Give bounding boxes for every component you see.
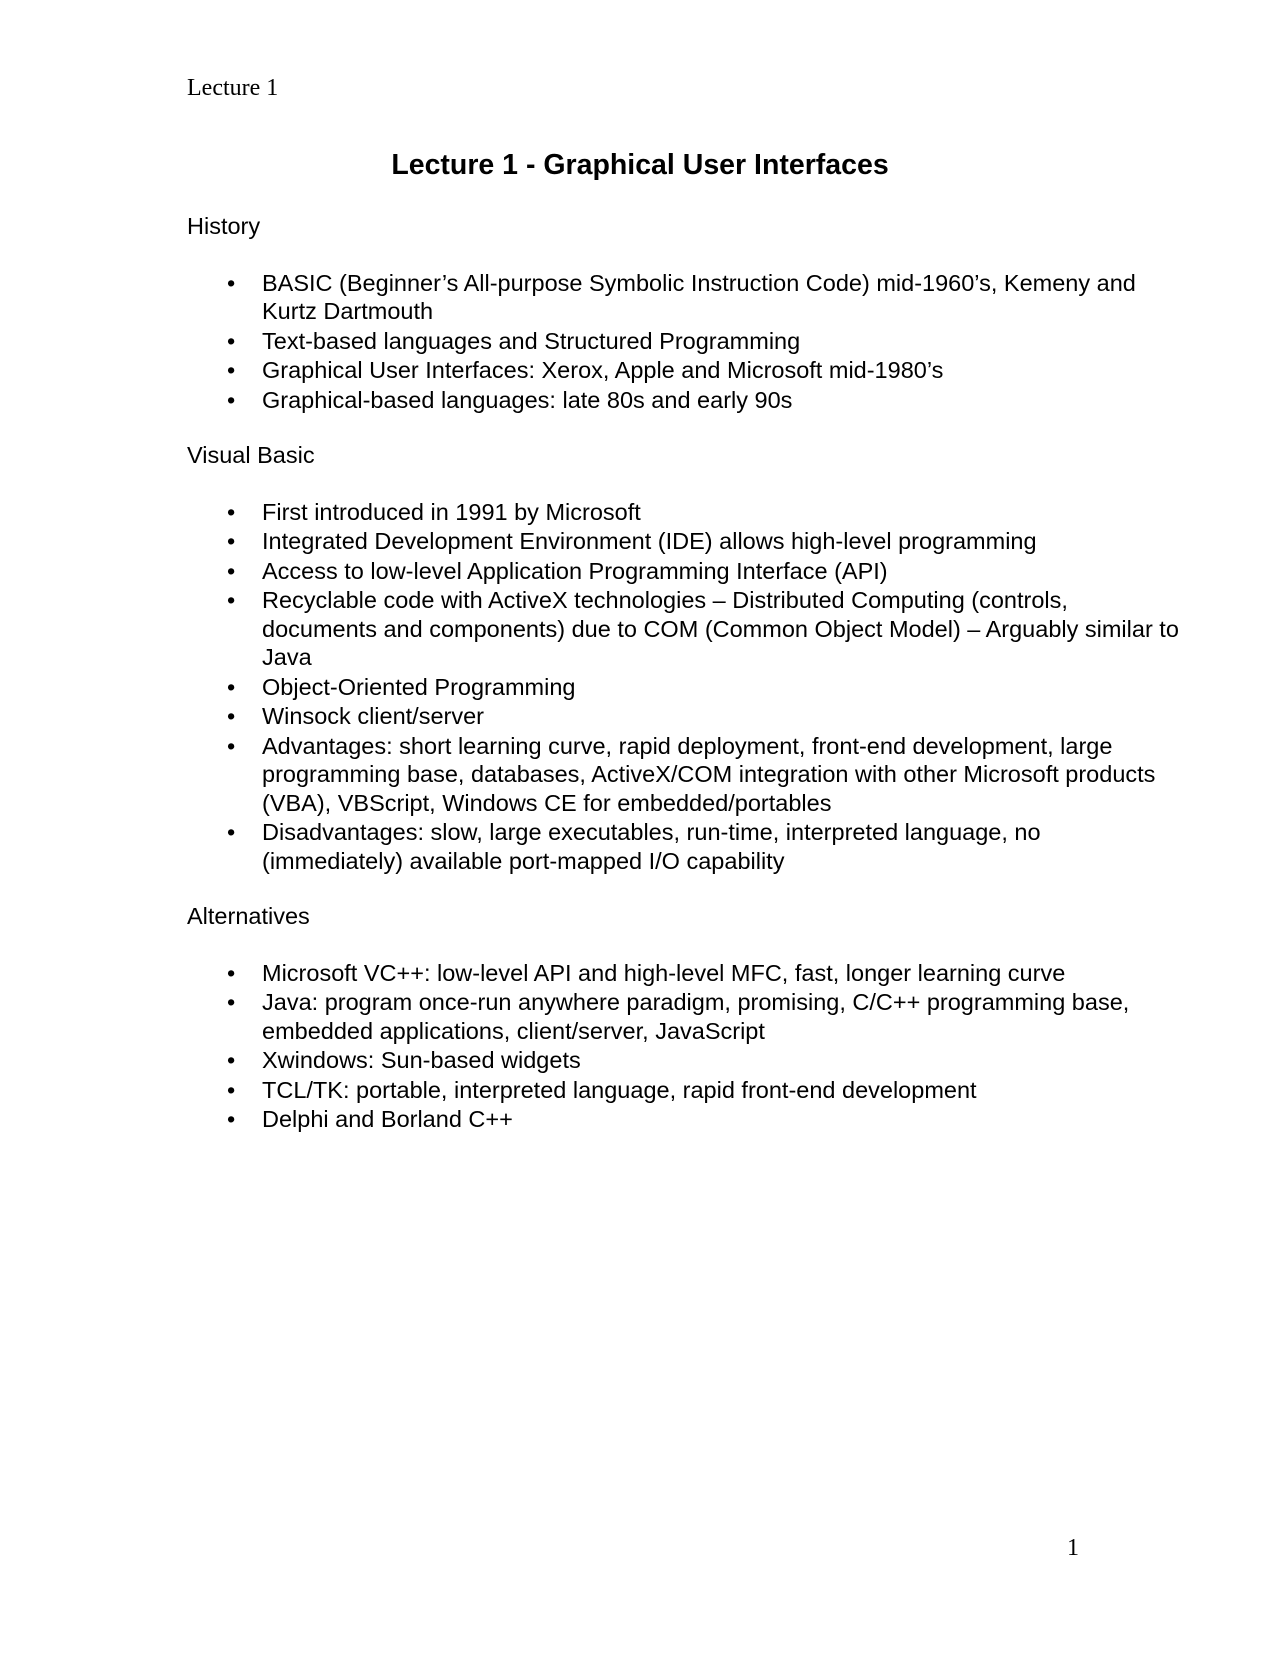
list-item-text: Xwindows: Sun-based widgets xyxy=(262,1047,581,1073)
list-item-text: Java: program once-run anywhere paradigm, promising, C/C++ programming base, embedded applications, client/server, JavaScript xyxy=(262,989,1130,1044)
bullet-icon: • xyxy=(227,989,236,1015)
bullet-icon: • xyxy=(227,959,236,986)
list-item-text: Object-Oriented Programming xyxy=(262,673,576,700)
bullet-icon: • xyxy=(227,703,236,729)
bullet-icon: • xyxy=(227,386,236,413)
list-item-text: Delphi and Borland C++ xyxy=(262,1106,513,1132)
list-item-text: Integrated Development Environment (IDE) allows high-level programming xyxy=(262,528,1037,554)
list-item-text: Disadvantages: slow, large executables, run-time, interpreted language, no (immediately) available port-mapped I/O capability xyxy=(262,819,1041,874)
bullet-icon: • xyxy=(227,1047,236,1073)
section-history xyxy=(187,212,1187,414)
list-item xyxy=(187,1076,1187,1105)
bullet-icon: • xyxy=(227,327,236,354)
section-visual-basic xyxy=(187,441,1187,875)
list-item xyxy=(187,988,1187,1045)
bullet-list xyxy=(187,498,1187,876)
list-item xyxy=(187,327,1187,356)
list-item xyxy=(187,269,1187,326)
list-item xyxy=(187,673,1187,702)
list-item xyxy=(187,702,1187,731)
section-alternatives xyxy=(187,902,1187,1134)
list-item-text: Advantages: short learning curve, rapid deployment, front-end development, large programming base, databases, ActiveX/COM integration with other Microsoft products (VBA), VBScript, Windows CE for embedded/portables xyxy=(262,732,1156,816)
list-item xyxy=(187,386,1187,415)
bullet-icon: • xyxy=(227,1106,236,1132)
list-item xyxy=(187,1046,1187,1075)
bullet-icon: • xyxy=(227,819,236,845)
section-heading: Visual Basic xyxy=(187,442,315,468)
list-item-text: Microsoft VC++: low-level API and high-level MFC, fast, longer learning curve xyxy=(262,959,1066,986)
list-item-text: Graphical-based languages: late 80s and early 90s xyxy=(262,386,793,413)
document-body xyxy=(187,212,1187,1135)
list-item-text: Graphical User Interfaces: Xerox, Apple and Microsoft mid-1980’s xyxy=(262,357,944,383)
bullet-icon: • xyxy=(227,528,236,554)
list-item-text: TCL/TK: portable, interpreted language, rapid front-end development xyxy=(262,1076,977,1103)
list-item xyxy=(187,557,1187,586)
section-heading: Alternatives xyxy=(187,903,310,929)
list-item xyxy=(187,732,1187,818)
bullet-list xyxy=(187,959,1187,1134)
list-item-text: First introduced in 1991 by Microsoft xyxy=(262,498,641,525)
bullet-icon: • xyxy=(227,498,236,525)
list-item-text: Recyclable code with ActiveX technologies – Distributed Computing (controls, documents and components) due to COM (Common Object Model) – Arguably similar to Java xyxy=(262,587,1179,670)
running-header: Lecture 1 xyxy=(187,75,279,101)
list-item xyxy=(187,498,1187,527)
list-item-text: BASIC (Beginner’s All-purpose Symbolic Instruction Code) mid-1960’s, Kemeny and Kurtz Dartmouth xyxy=(262,269,1136,324)
list-item xyxy=(187,356,1187,385)
list-item-text: Access to low-level Application Programming Interface (API) xyxy=(262,557,888,584)
section-heading: History xyxy=(187,213,261,239)
page-number: 1 xyxy=(1067,1535,1079,1561)
bullet-icon: • xyxy=(227,673,236,700)
list-item xyxy=(187,586,1187,672)
list-item xyxy=(187,1105,1187,1134)
list-item xyxy=(187,818,1187,875)
bullet-icon: • xyxy=(227,357,236,383)
bullet-icon: • xyxy=(227,587,236,613)
bullet-icon: • xyxy=(227,269,236,296)
bullet-list xyxy=(187,269,1187,415)
list-item xyxy=(187,959,1187,988)
bullet-icon: • xyxy=(227,557,236,584)
list-item xyxy=(187,527,1187,556)
list-item-text: Text-based languages and Structured Programming xyxy=(262,327,801,354)
document-title: Lecture 1 - Graphical User Interfaces xyxy=(391,149,889,181)
list-item-text: Winsock client/server xyxy=(262,703,484,729)
bullet-icon: • xyxy=(227,732,236,759)
bullet-icon: • xyxy=(227,1076,236,1103)
